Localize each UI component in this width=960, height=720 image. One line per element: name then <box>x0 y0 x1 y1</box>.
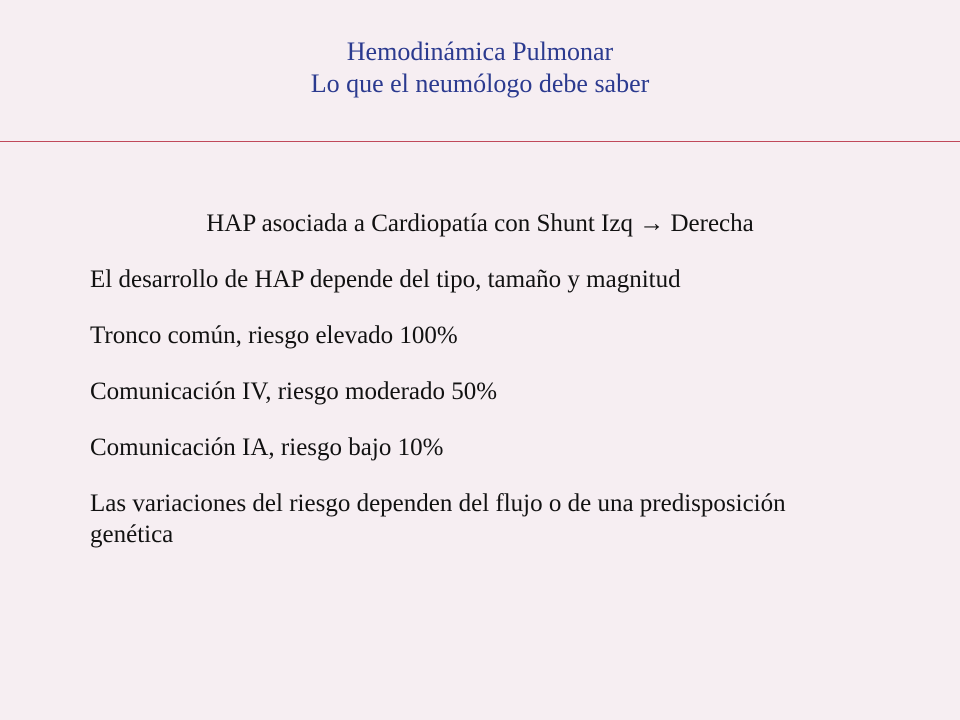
title-line-2: Lo que el neumólogo debe saber <box>310 69 650 98</box>
title-line-1: Hemodinámica Pulmonar <box>346 37 614 66</box>
section-subheading: HAP asociada a Cardiopatía con Shunt Izq → Derecha <box>206 210 754 237</box>
body-line-tronco-comun: Tronco común, riesgo elevado 100% <box>90 322 458 349</box>
body-line-variaciones: Las variaciones del riesgo dependen del flujo o de una predisposición genética <box>90 490 786 548</box>
body-line-comunicacion-iv: Comunicación IV, riesgo moderado 50% <box>90 378 498 405</box>
slide-body <box>90 208 870 575</box>
slide-header <box>0 36 960 100</box>
body-line-development: El desarrollo de HAP depende del tipo, tamaño y magnitud <box>90 266 681 293</box>
header-divider <box>0 141 960 142</box>
body-line-comunicacion-ia: Comunicación IA, riesgo bajo 10% <box>90 434 444 461</box>
